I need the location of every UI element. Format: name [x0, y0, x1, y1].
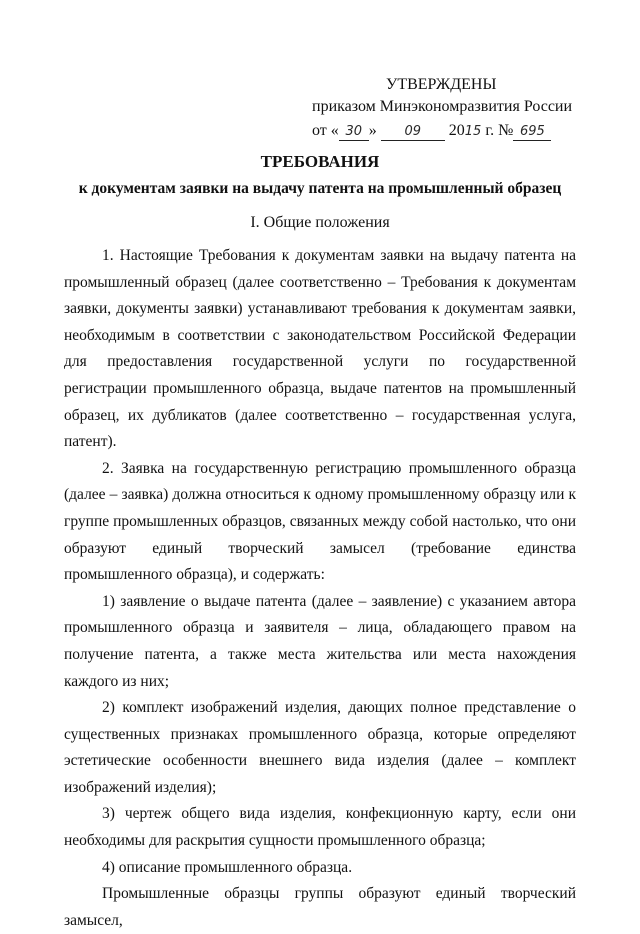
handwritten-order-number: 695 — [513, 124, 551, 141]
list-item-3: 3) чертеж общего вида изделия, конфекционную карту, если они необходимы для раскрытия сущности промышленного образца; — [64, 805, 576, 850]
approval-title: УТВЕРЖДЕНЫ — [386, 76, 497, 93]
year-label: г. — [485, 122, 495, 139]
year-prefix: 20 — [448, 122, 465, 139]
paragraph-2: 2. Заявка на государственную регистрацию промышленного образца (далее – заявка) должна относиться к одному промышленному образцу или к группе промышленных образцов, связанных между собой настолько, что они образуют единый творческий замысел (требование единства промышленного образца), и содержать: — [64, 459, 576, 584]
section-heading: I. Общие положения — [250, 214, 390, 231]
handwritten-year: 15 — [464, 124, 482, 139]
approval-order-line: приказом Минэкономразвития России — [312, 98, 573, 115]
document-body — [64, 243, 576, 934]
document-subtitle: к документам заявки на выдачу патента на промышленный образец — [78, 180, 562, 197]
paragraph-continuation: Промышленные образцы группы образуют единый творческий замысел, — [64, 885, 576, 929]
list-item-4: 4) описание промышленного образца. — [102, 858, 353, 876]
date-quote-close: » — [368, 122, 377, 139]
handwritten-month: 09 — [381, 124, 445, 141]
list-item-1: 1) заявление о выдаче патента (далее – заявление) с указанием автора промышленного образца и заявителя – лица, обладающего правом на получение патента, а также места жительства или места нахождения каждого из них; — [64, 592, 576, 690]
list-item-2: 2) комплект изображений изделия, дающих полное представление о существенных признаках промышленного образца, которые определяют эстетические особенности внешнего вида изделия (далее – комплект изображений изделия); — [64, 699, 576, 796]
approval-block — [312, 74, 612, 143]
approval-date-line — [312, 120, 612, 143]
document-title: ТРЕБОВАНИЯ — [260, 152, 380, 171]
handwritten-day: 30 — [339, 124, 369, 141]
date-prefix: от « — [312, 122, 339, 139]
number-label: № — [498, 122, 514, 139]
paragraph-1: 1. Настоящие Требования к документам заявки на выдачу патента на промышленный образец (далее соответственно – Требования к документам заявки, документы заявки) устанавливают требования к документам заявки, необходимым в соответствии с законодательством Российской Федерации для предоставления государственной услуги по государственной регистрации промышленного образца, выдаче патентов на промышленный образец, их дубликатов (далее соответственно – государственная услуга, патент). — [64, 247, 576, 451]
